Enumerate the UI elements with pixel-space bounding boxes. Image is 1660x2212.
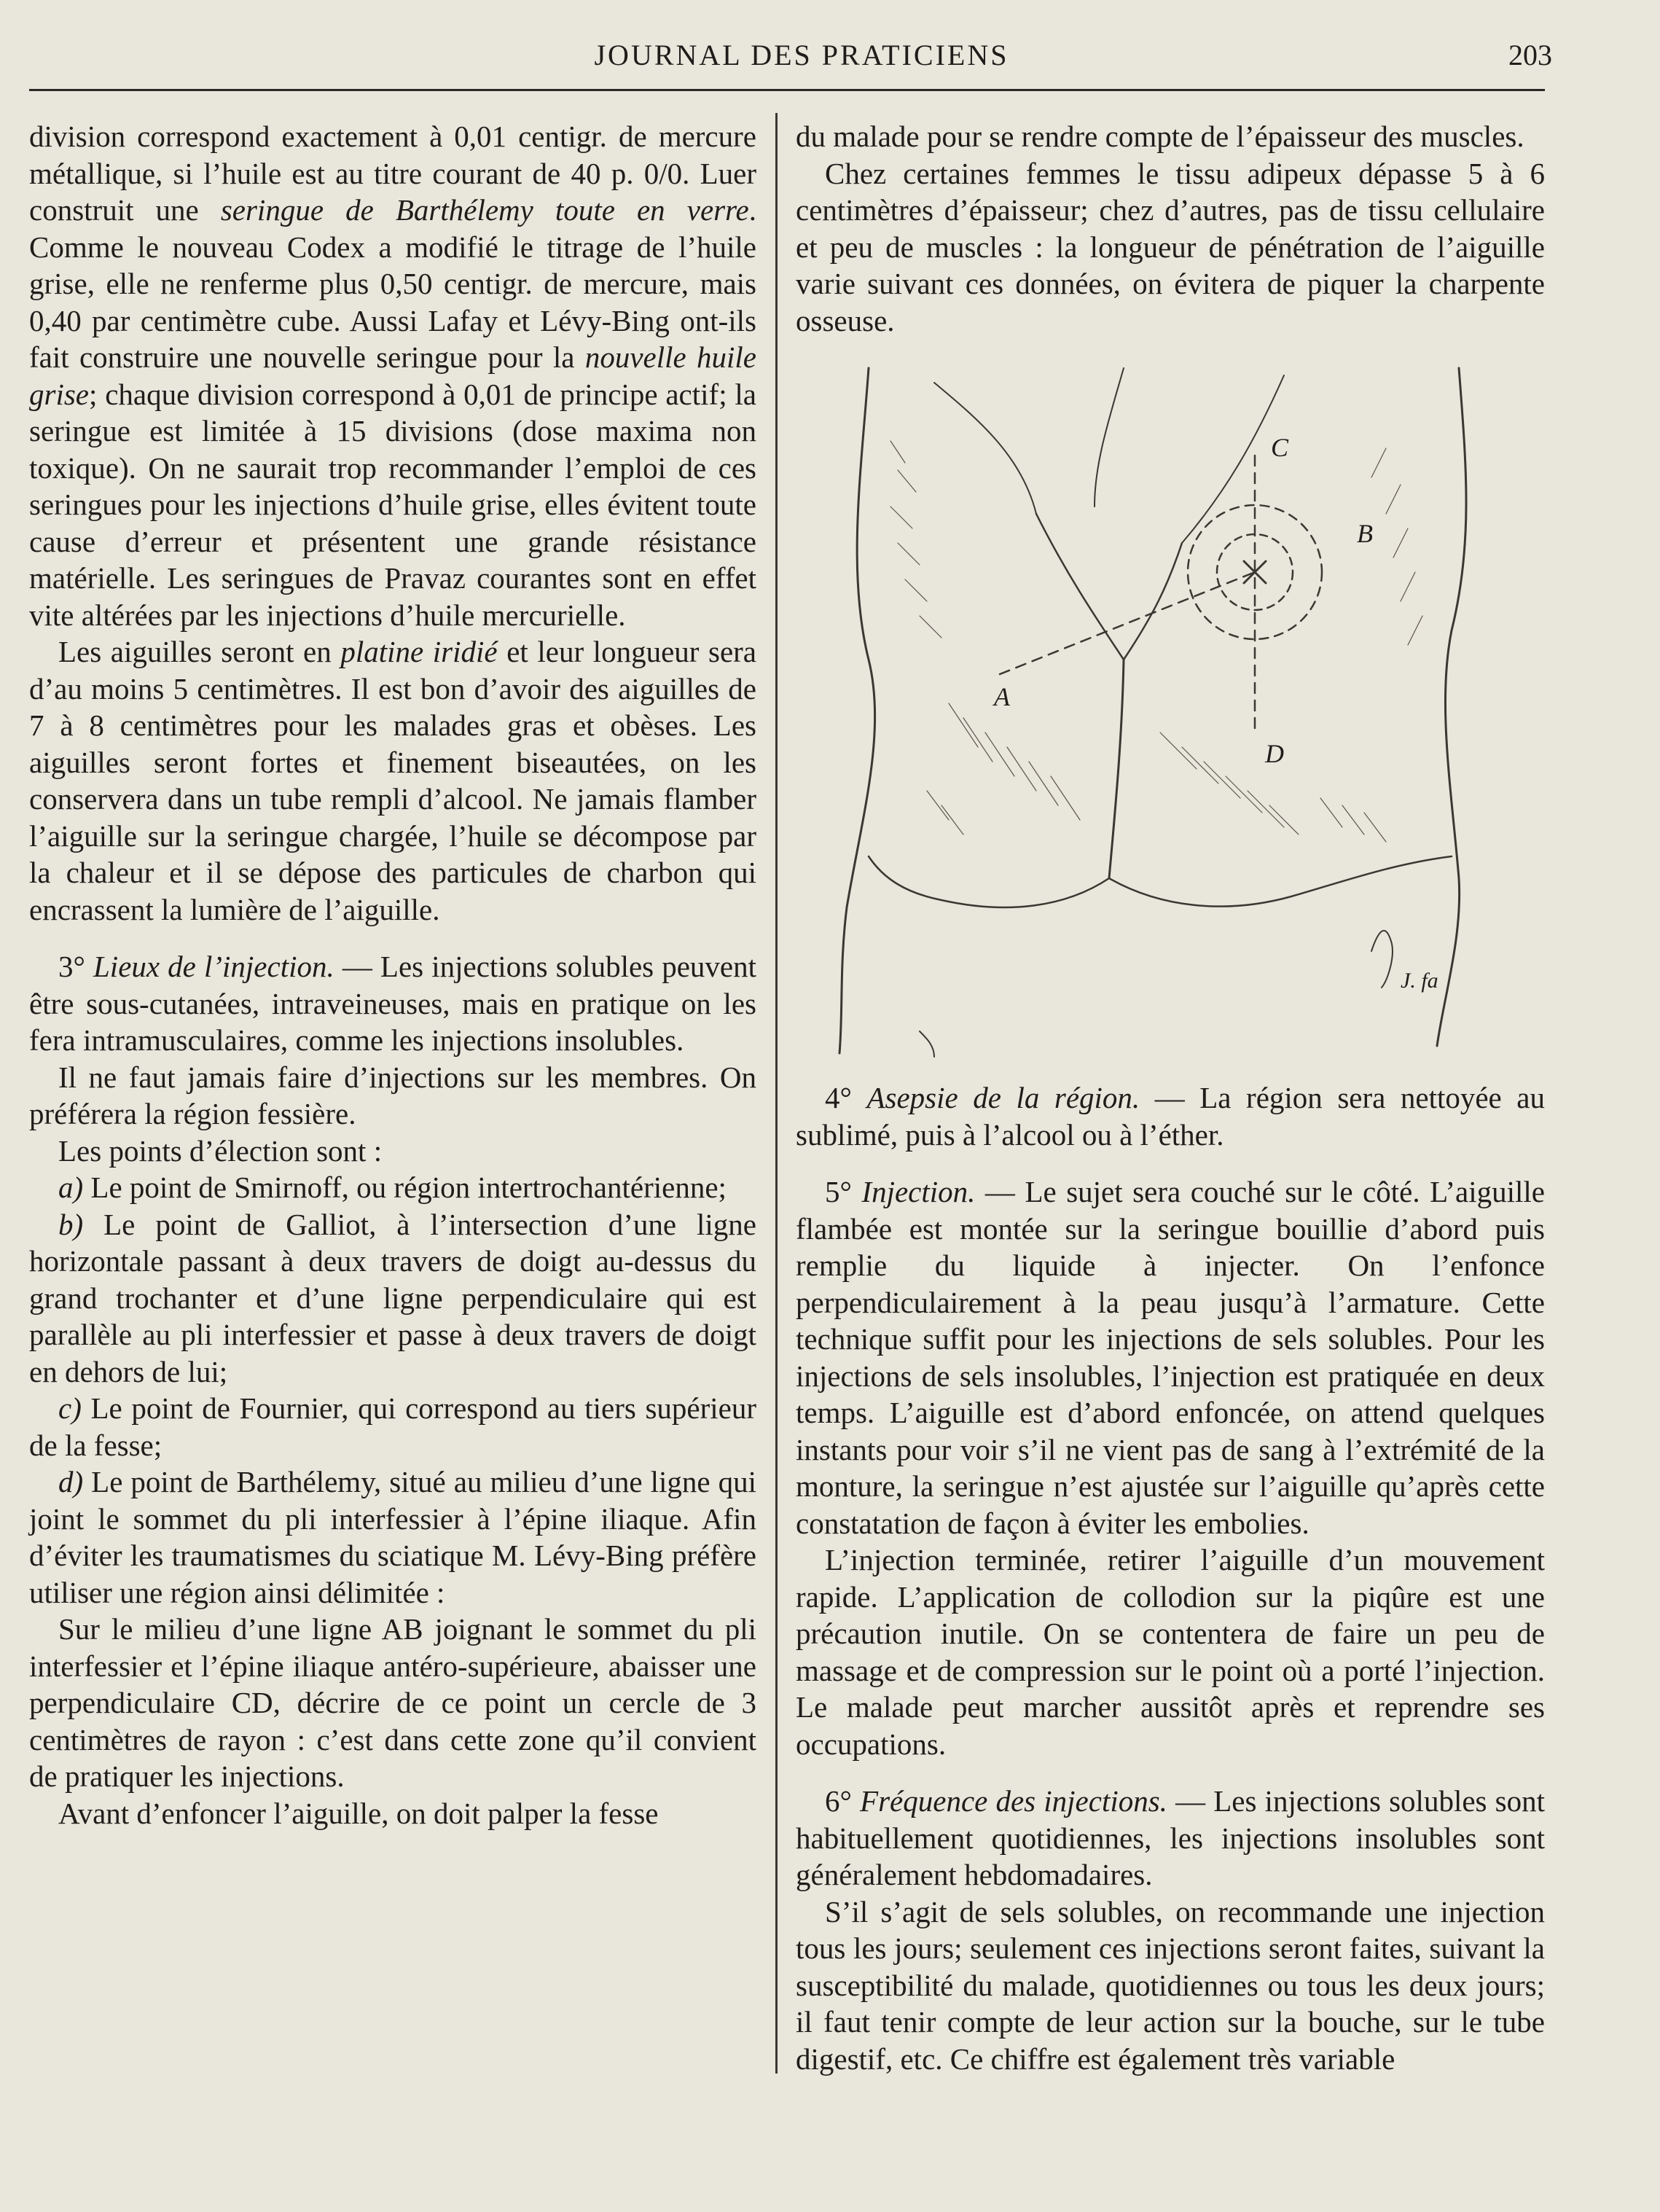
column-divider [775, 113, 778, 2074]
section-title: Injection. [861, 1175, 976, 1208]
buttock-injection-figure [818, 353, 1517, 1060]
figure-label-c: C [1271, 433, 1289, 462]
paragraph: du malade pour se rendre compte de l’épaisseur des muscles. [796, 120, 1524, 153]
journal-title: JOURNAL DES PRATICIENS [594, 39, 1009, 71]
text-run: et leur longueur sera d’au moins 5 centimètres. Il est bon d’avoir des aiguilles de 7 à 8 centimètres pour les malades gras et obèses. Les aiguilles seront fortes et finement biseautées, on les conservera dans un tube rempli d’alcool. Ne jamais flamber l’aiguille sur la seringue chargée, l’huile se décompose par la chaleur et il se dépose des particules de charbon qui encrassent la lumière de l’aiguille. [29, 635, 756, 926]
italic-run: seringue de Barthélemy toute en verre [220, 193, 749, 227]
figure-label-a: A [994, 682, 1010, 711]
section-title: Asepsie de la région. [866, 1081, 1140, 1114]
text-run: division correspond exactement à 0,01 centigr. de mercure métallique, si l’huile est au titre courant de 40 p. 0/0. Luer construit une [29, 120, 756, 227]
section-number: 6° [825, 1784, 861, 1818]
text-run: — Les injections solubles peuvent être sous-cutanées, intraveineuses, mais en pratique on les fera intramusculaires, comme les injections insolubles. [29, 950, 756, 1057]
text-run: ; chaque division correspond à 0,01 de principe actif; la seringue est limitée à 15 divisions (dose maxima non toxique). On ne saurait trop recommander l’emploi de ces seringues pour les injections d’huile grise, elles évitent toute cause d’erreur et présentent une grande résistance matérielle. Les seringues de Pravaz courantes sont en effet vite altérées par les injections d’huile mercurielle. [29, 377, 756, 632]
section-title: Lieux de l’injection. [93, 950, 334, 983]
section-number: 4° [825, 1081, 867, 1114]
text-run: . Comme le nouveau Codex a modifié le titrage de l’huile grise, elle ne renferme plus 0,50 centigr. de mercure, mais 0,40 par centimètre cube. Aussi Lafay et Lévy-Bing ont-ils fait construire une nouvelle seringue pour la [29, 193, 756, 374]
italic-run: nouvelle huile grise [29, 340, 757, 411]
text-run: Le point de Barthélemy, situé au milieu d’une ligne qui joint le sommet du pli interfessier à l’épine iliaque. Afin d’éviter les traumatismes du sciatique M. Lévy-Bing préfère utiliser une région ainsi délimitée : [29, 1465, 756, 1609]
section-heading-paragraph [796, 1079, 1545, 1153]
section-number: 3° [58, 950, 93, 983]
figure-label-b: B [1357, 519, 1373, 548]
left-column [29, 118, 756, 1832]
section-heading-paragraph [796, 1783, 1545, 1894]
artist-signature: J. fa [1401, 969, 1438, 993]
header-rule [29, 89, 1545, 91]
list-label: d) [58, 1465, 84, 1498]
text-run: — Les injections solubles sont habituellement quotidiennes, les injections insolubles sont généralement hebdomadaires. [796, 1784, 1545, 1891]
section-heading-paragraph [796, 1173, 1545, 1541]
paragraph [29, 633, 756, 928]
list-label: c) [58, 1391, 82, 1425]
list-item [29, 1390, 756, 1463]
paragraph [29, 118, 756, 633]
paragraph: Sur le milieu d’une ligne AB joignant le sommet du pli interfessier et l’épine iliaque antéro-supérieure, abaisser une perpendiculaire CD, décrire de ce point un cercle de 3 centimètres de rayon : c’est dans cette zone qu’il convient de pratiquer les injections. [29, 1612, 756, 1793]
figure-label-d: D [1265, 739, 1284, 768]
buttock-illustration [818, 353, 1517, 1060]
list-item [29, 1169, 756, 1206]
section-number: 5° [825, 1175, 862, 1208]
list-label: b) [58, 1207, 84, 1241]
running-head [44, 38, 1559, 82]
italic-run: platine iridié [340, 635, 498, 668]
list-label: a) [58, 1171, 84, 1204]
section-heading-paragraph [29, 948, 756, 1059]
text-run: Les aiguilles seront en [58, 635, 341, 668]
paragraph: L’injection terminée, retirer l’aiguille d’un mouvement rapide. L’application de collodion sur la piqûre est une précaution inutile. On se contentera de faire un peu de massage et de compression sur le point où a porté l’injection. Le malade peut marcher aussitôt après et reprendre ses occupations. [796, 1543, 1545, 1761]
paragraph: Avant d’enfoncer l’aiguille, on doit palper la fesse [58, 1796, 659, 1830]
page-number: 203 [1508, 39, 1552, 71]
paragraph: Chez certaines femmes le tissu adipeux dépasse 5 à 6 centimètres d’épaisseur; chez d’autres, pas de tissu cellulaire et peu de muscles : la longueur de pénétration de l’aiguille varie suivant ces données, on évitera de piquer la charpente osseuse. [796, 156, 1545, 337]
list-item [29, 1463, 756, 1611]
text-run: — Le sujet sera couché sur le côté. L’aiguille flambée est montée sur la seringue bouillie d’abord puis remplie du liquide à injecter. On l’enfonce perpendiculairement à la peau jusqu’à l’armature. Cette technique suffit pour les injections de sels solubles. Pour les injections de sels insolubles, l’injection est pratiquée en deux temps. L’aiguille est d’abord enfoncée, on attend quelques instants pour voir s’il ne vient pas de sang à l’extrémité de la monture, la seringue n’est ajustée sur l’aiguille qu’après cette constatation de façon à éviter les embolies. [796, 1175, 1545, 1540]
text-run: Le point de Smirnoff, ou région intertrochantérienne; [83, 1171, 727, 1204]
paragraph: Il ne faut jamais faire d’injections sur les membres. On préférera la région fessière. [29, 1060, 756, 1130]
text-run: Le point de Fournier, qui correspond au tiers supérieur de la fesse; [29, 1391, 756, 1462]
right-column [796, 118, 1545, 2077]
paragraph: Les points d’élection sont : [58, 1133, 383, 1168]
text-run: Le point de Galliot, à l’intersection d’une ligne horizontale passant à deux travers de doigt au-dessus du grand trochanter et d’une ligne perpendiculaire qui est parallèle au pli interfessier et passe à deux travers de doigt en dehors de lui; [29, 1207, 756, 1388]
list-item [29, 1206, 756, 1391]
paragraph: S’il s’agit de sels solubles, on recommande une injection tous les jours; seulement ces injections seront faites, suivant la susceptibilité du malade, quotidiennes ou tous les deux jours; il faut tenir compte de leur action sur la bouche, sur le tube digestif, etc. Ce chiffre est également très variable [796, 1894, 1545, 2076]
section-title: Fréquence des injections. [860, 1784, 1167, 1818]
text-run: — La région sera nettoyée au sublimé, puis à l’alcool ou à l’éther. [796, 1081, 1545, 1152]
